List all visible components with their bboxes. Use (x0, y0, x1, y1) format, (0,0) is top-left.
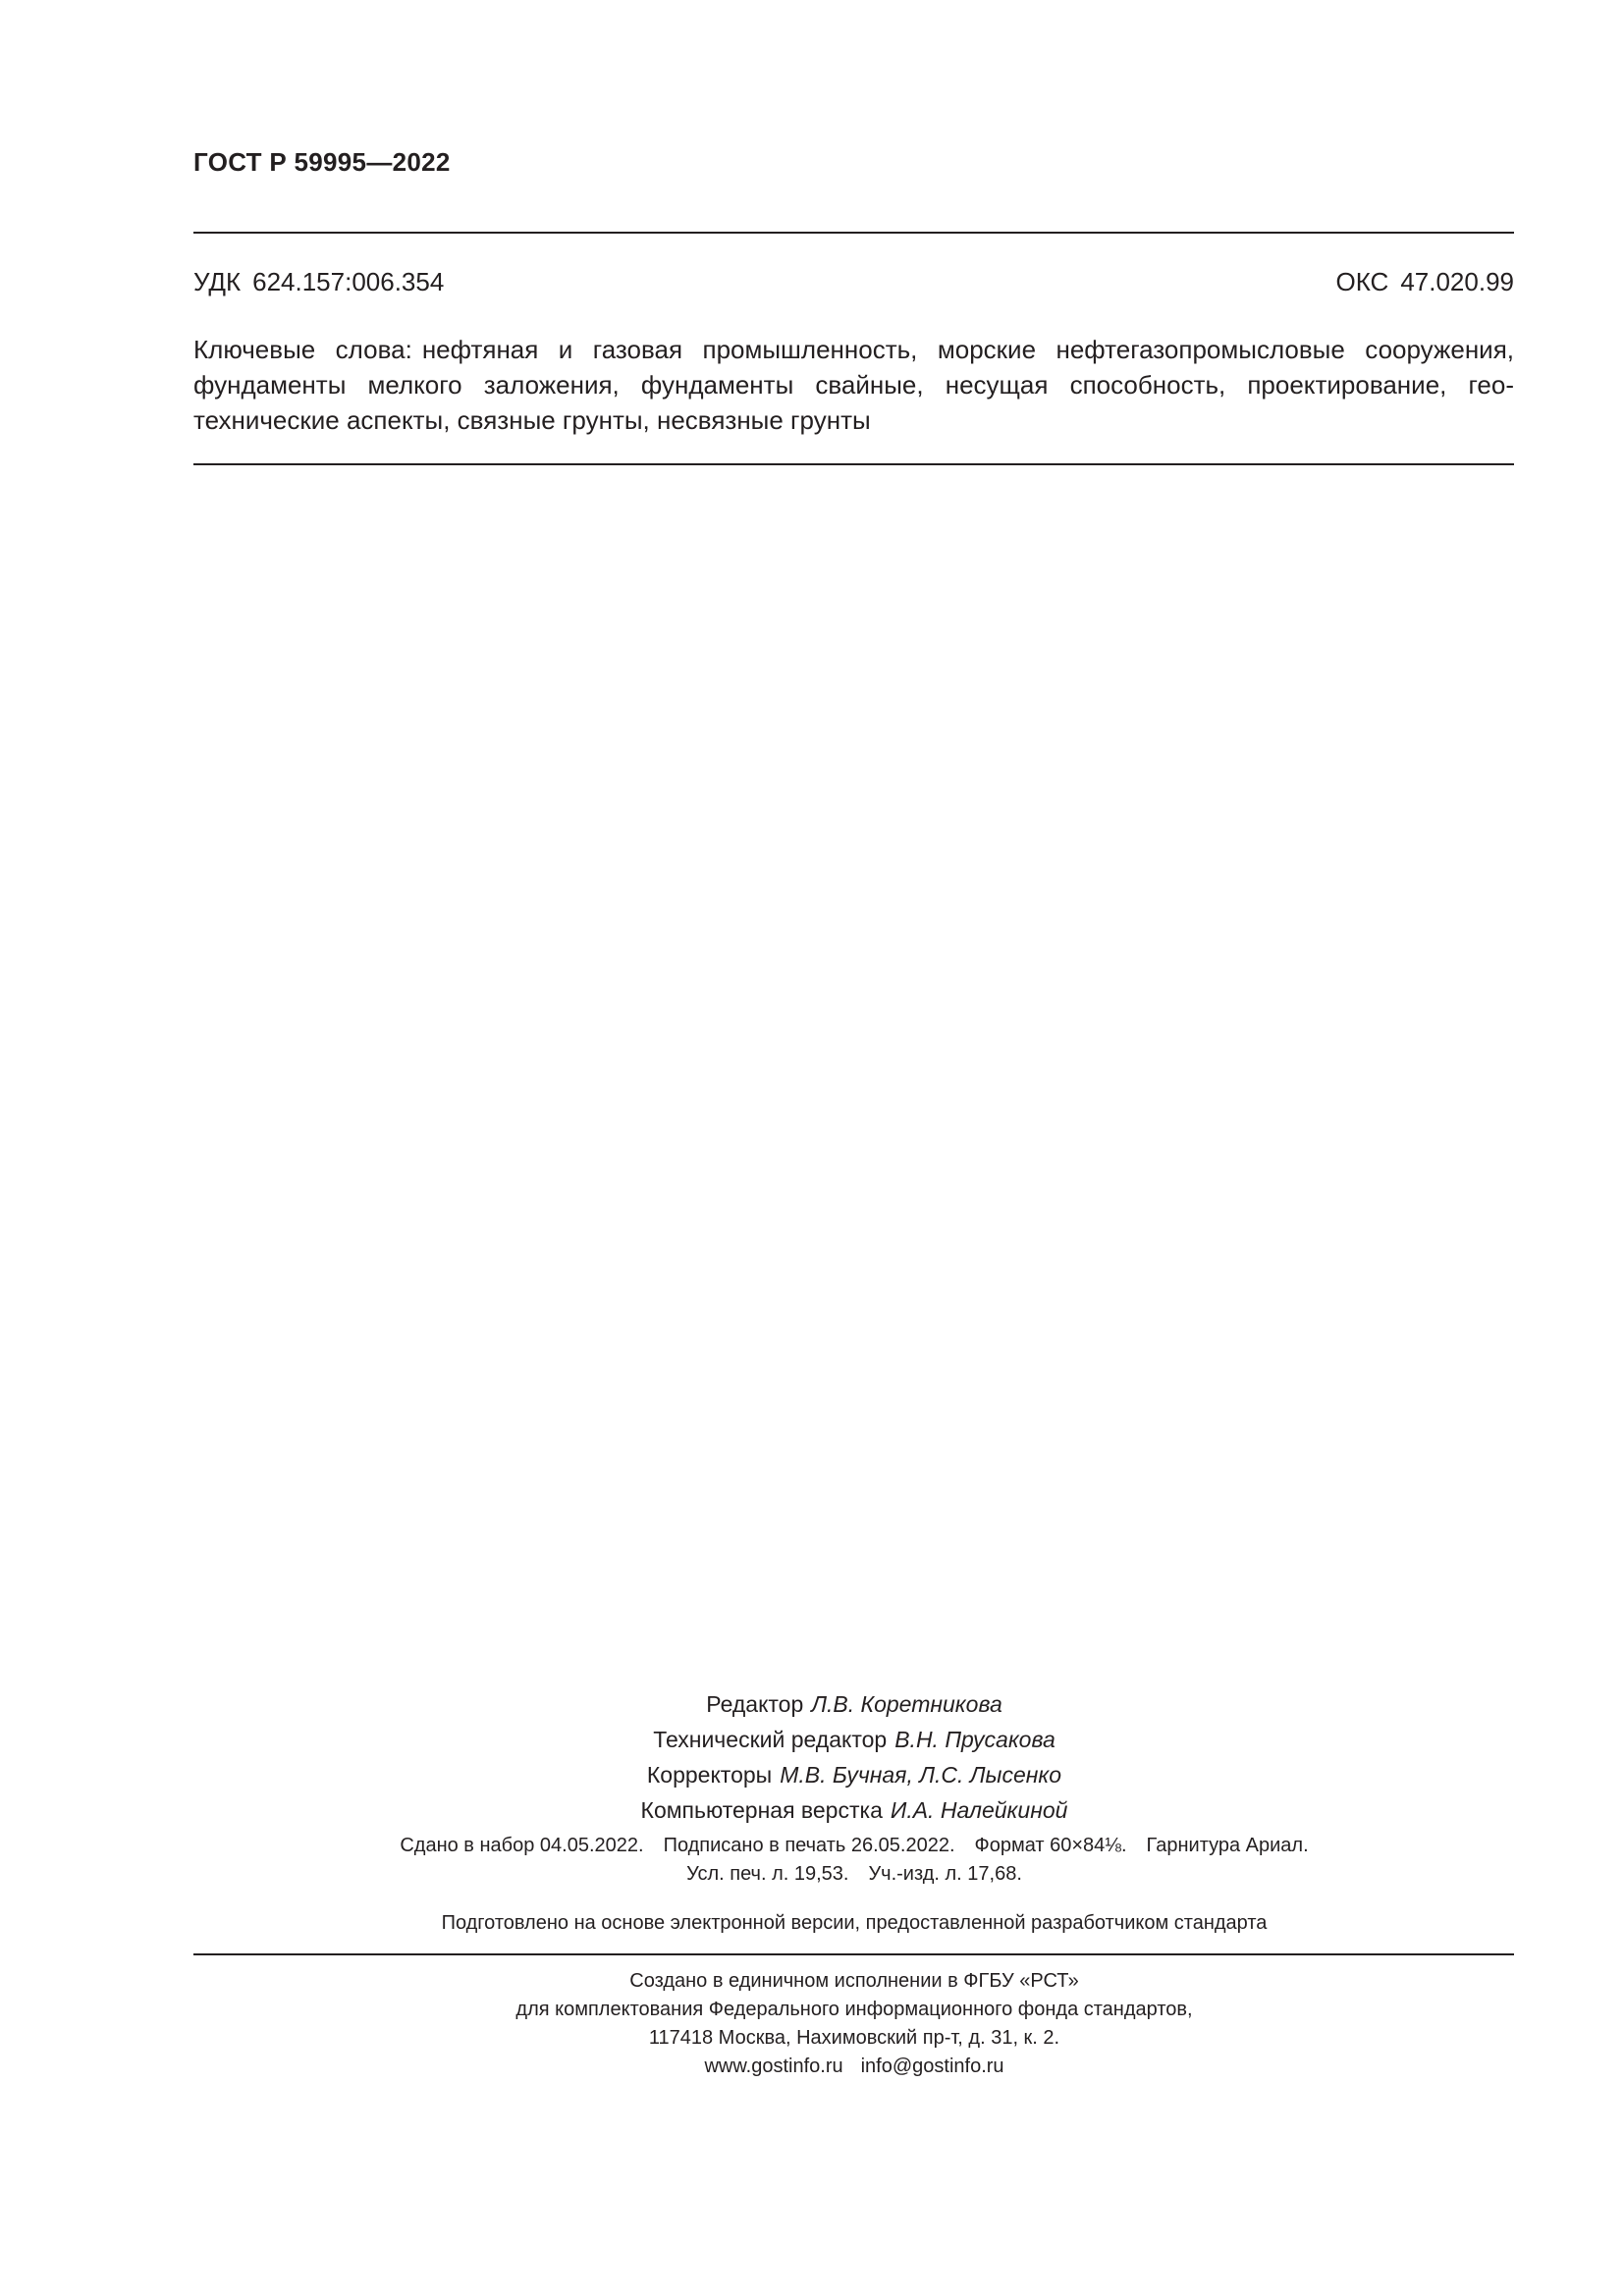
print-sheets: Усл. печ. л. 19,53. (686, 1863, 849, 1885)
udk-label: УДК (193, 267, 242, 296)
print-info-line2 (0, 1860, 1624, 1889)
signed-date: Подписано в печать 26.05.2022. (663, 1835, 955, 1856)
keywords-label: Ключевые слова: (193, 335, 412, 364)
divider-top (193, 232, 1514, 234)
tech-editor-name: В.Н. Прусакова (894, 1727, 1056, 1752)
publisher-address: 117418 Москва, Нахимовский пр-т, д. 31, к. 2. (648, 2027, 1060, 2049)
website-link[interactable]: www.gostinfo.ru (704, 2056, 843, 2077)
oks-value: 47.020.99 (1400, 267, 1514, 296)
tech-editor-row (0, 1722, 1624, 1757)
keywords-text: нефтяная и газовая промышленность, морские нефтегазопромысловые сооружения, фундаменты мелкого заложения, фундаменты свайные, несущая способность, проектирование, геотехнические аспекты, связные грунты, несвязные грунты (193, 335, 1514, 435)
typeset-date: Сдано в набор 04.05.2022. (400, 1835, 644, 1856)
proofreaders-label: Корректоры (646, 1762, 773, 1788)
udk-value: 624.157:006.354 (252, 267, 445, 296)
editor-label: Редактор (706, 1691, 804, 1717)
tech-editor-label: Технический редактор (653, 1727, 888, 1752)
editor-name: Л.В. Коретникова (811, 1691, 1002, 1717)
udk-code (193, 267, 444, 297)
layout-row (0, 1792, 1624, 1828)
publisher-line2: для комплектования Федерального информационного фонда стандартов, (515, 1999, 1193, 2020)
proofreaders-row (0, 1757, 1624, 1792)
oks-label: ОКС (1335, 267, 1389, 296)
layout-label: Компьютерная верстка (640, 1797, 883, 1823)
prepared-note: Подготовлено на основе электронной версии, предоставленной разработчиком стандарта (441, 1912, 1268, 1934)
paper-format: Формат 60×84⅛. (974, 1835, 1127, 1856)
publisher-contacts (0, 2053, 1624, 2081)
publisher-block (0, 1967, 1624, 2081)
credits-block (0, 1686, 1624, 1828)
classification-row (193, 267, 1514, 297)
typeface: Гарнитура Ариал. (1146, 1835, 1309, 1856)
editor-row (0, 1686, 1624, 1722)
email-link[interactable]: info@gostinfo.ru (860, 2056, 1004, 2077)
print-info-block (0, 1832, 1624, 1889)
publisher-line1: Создано в единичном исполнении в ФГБУ «РСТ» (629, 1970, 1079, 1992)
standard-id: ГОСТ Р 59995—2022 (193, 147, 451, 177)
layout-name: И.А. Налейкиной (890, 1797, 1068, 1823)
edition-sheets: Уч.-изд. л. 17,68. (868, 1863, 1022, 1885)
divider-keywords (193, 463, 1514, 465)
print-info-line1 (0, 1832, 1624, 1860)
oks-code (1335, 267, 1514, 297)
proofreaders-names: М.В. Бучная, Л.С. Лысенко (780, 1762, 1062, 1788)
divider-bottom (193, 1953, 1514, 1955)
keywords-block (193, 332, 1514, 438)
